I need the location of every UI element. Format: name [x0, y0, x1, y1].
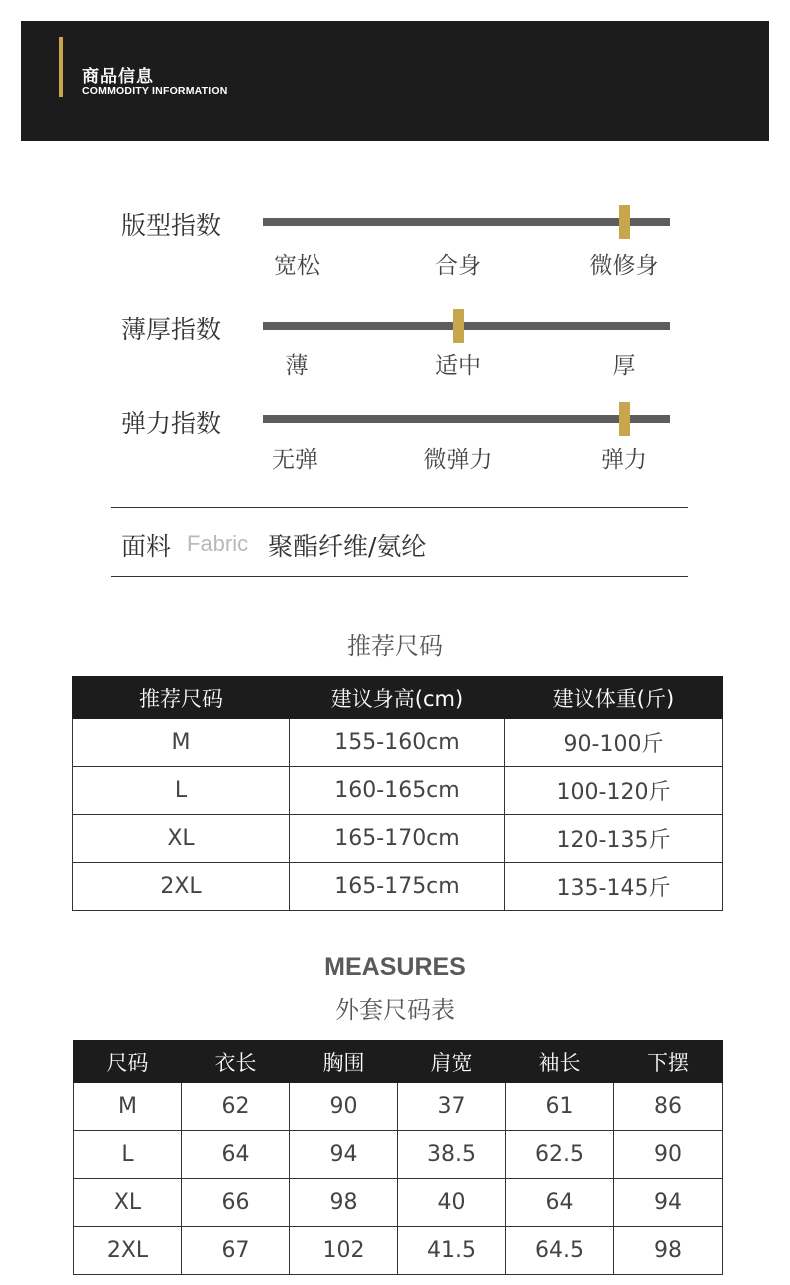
index-label: 弹力指数 — [121, 409, 222, 438]
index-option: 厚 — [612, 353, 636, 379]
index-option: 宽松 — [274, 253, 320, 279]
table-header-cell: 建议体重(斤) — [505, 677, 723, 719]
table-row — [74, 1083, 723, 1131]
fabric-label: 面料 — [121, 532, 172, 561]
table-row — [74, 1179, 723, 1227]
measures-title-en: MEASURES — [324, 953, 466, 981]
table-cell: M — [73, 719, 290, 767]
index-fit — [0, 205, 790, 285]
table-cell: 40 — [398, 1179, 506, 1227]
table-cell: 94 — [290, 1131, 398, 1179]
measures-title: 外套尺码表 — [335, 996, 455, 1024]
table-cell: 61 — [506, 1083, 614, 1131]
table-cell: 100-120斤 — [505, 767, 723, 815]
fabric-label-en: Fabric — [187, 531, 249, 556]
table-cell: 165-175cm — [290, 863, 505, 911]
index-label: 薄厚指数 — [121, 315, 222, 344]
index-marker — [619, 205, 630, 239]
table-header-row — [73, 677, 723, 719]
table-cell: 90 — [290, 1083, 398, 1131]
index-label: 版型指数 — [121, 211, 222, 240]
index-option: 无弹 — [272, 447, 318, 473]
table-cell: 64 — [506, 1179, 614, 1227]
table-header-cell: 尺码 — [74, 1041, 182, 1083]
table-cell: M — [74, 1083, 182, 1131]
table-header-cell: 建议身高(cm) — [290, 677, 505, 719]
table-cell: 98 — [290, 1179, 398, 1227]
table-cell: XL — [73, 815, 290, 863]
table-row — [73, 719, 723, 767]
table-header-cell: 衣长 — [182, 1041, 290, 1083]
table-header-cell: 推荐尺码 — [73, 677, 290, 719]
index-thickness — [0, 309, 790, 389]
table-cell: 2XL — [74, 1227, 182, 1275]
table-cell: 62.5 — [506, 1131, 614, 1179]
index-option: 微修身 — [589, 253, 659, 279]
table-cell: XL — [74, 1179, 182, 1227]
fabric-value: 聚酯纤维/氨纶 — [268, 532, 427, 561]
table-cell: 165-170cm — [290, 815, 505, 863]
index-track — [263, 218, 670, 226]
table-cell: 62 — [182, 1083, 290, 1131]
fabric-top-divider — [111, 507, 688, 508]
table-cell: 41.5 — [398, 1227, 506, 1275]
table-cell: 2XL — [73, 863, 290, 911]
measures-table — [73, 1040, 723, 1275]
table-cell: 37 — [398, 1083, 506, 1131]
table-header-cell: 肩宽 — [398, 1041, 506, 1083]
table-cell: 64.5 — [506, 1227, 614, 1275]
table-cell: 102 — [290, 1227, 398, 1275]
table-header-cell: 下摆 — [614, 1041, 723, 1083]
table-header-row — [74, 1041, 723, 1083]
header-accent-bar — [59, 37, 63, 97]
table-header-cell: 胸围 — [290, 1041, 398, 1083]
table-cell: 90 — [614, 1131, 723, 1179]
index-track — [263, 415, 670, 423]
table-cell: 67 — [182, 1227, 290, 1275]
table-cell: 160-165cm — [290, 767, 505, 815]
table-cell: 155-160cm — [290, 719, 505, 767]
commodity-info-header — [21, 21, 769, 141]
table-cell: 86 — [614, 1083, 723, 1131]
size-recommend-table — [72, 676, 723, 911]
table-cell: L — [73, 767, 290, 815]
index-elasticity — [0, 402, 790, 482]
table-cell: L — [74, 1131, 182, 1179]
table-cell: 90-100斤 — [505, 719, 723, 767]
table-row — [73, 767, 723, 815]
header-title: 商品信息 — [82, 67, 154, 87]
table-cell: 64 — [182, 1131, 290, 1179]
table-cell: 38.5 — [398, 1131, 506, 1179]
table-row — [74, 1227, 723, 1275]
table-row — [74, 1131, 723, 1179]
table-row — [73, 863, 723, 911]
index-option: 薄 — [285, 353, 309, 379]
index-option: 微弹力 — [423, 447, 493, 473]
index-option: 弹力 — [601, 447, 647, 473]
index-option: 合身 — [435, 253, 481, 279]
table-cell: 135-145斤 — [505, 863, 723, 911]
index-track — [263, 322, 670, 330]
header-subtitle: COMMODITY INFORMATION — [82, 85, 228, 97]
table-row — [73, 815, 723, 863]
table-cell: 94 — [614, 1179, 723, 1227]
table-header-cell: 袖长 — [506, 1041, 614, 1083]
index-option: 适中 — [435, 353, 481, 379]
index-marker — [619, 402, 630, 436]
table-cell: 120-135斤 — [505, 815, 723, 863]
fabric-bottom-divider — [111, 576, 688, 577]
size-recommend-title: 推荐尺码 — [347, 632, 443, 660]
index-marker — [453, 309, 464, 343]
table-cell: 66 — [182, 1179, 290, 1227]
table-cell: 98 — [614, 1227, 723, 1275]
